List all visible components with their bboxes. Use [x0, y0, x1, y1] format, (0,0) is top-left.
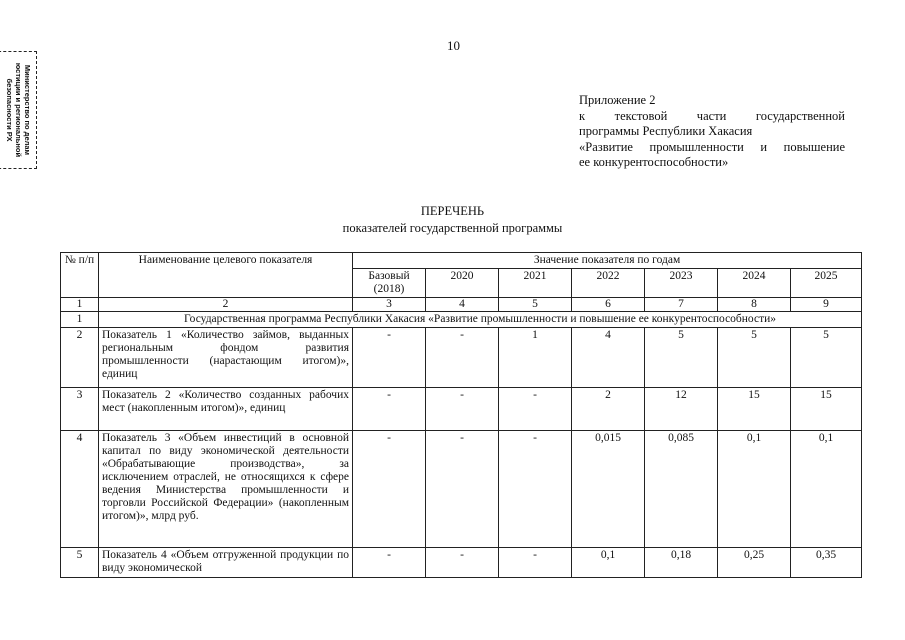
- indicator-rows: [61, 328, 862, 578]
- indicator-value: 5: [791, 328, 862, 388]
- indicator-value: 0,1: [572, 548, 645, 578]
- table-row: [61, 431, 862, 548]
- row-number: 5: [61, 548, 99, 578]
- header-year: 2024: [718, 269, 791, 298]
- header-year: 2022: [572, 269, 645, 298]
- column-number: 1: [61, 298, 99, 312]
- indicator-value: 5: [718, 328, 791, 388]
- header-year: 2021: [499, 269, 572, 298]
- column-numbers-row: [61, 298, 862, 312]
- program-title: Государственная программа Республики Хакасия «Развитие промышленности и повышение ее конкурентоспособности»: [99, 312, 862, 328]
- document-subtitle: показателей государственной программы: [342, 221, 563, 235]
- stamp-line: Министерство по делам: [23, 64, 32, 156]
- row-number: 1: [61, 312, 99, 328]
- indicator-value: 0,085: [645, 431, 718, 548]
- stamp-line: юстиции и региональной: [14, 62, 23, 158]
- appendix-line: к текстовой части государственной: [579, 108, 845, 123]
- column-number: 3: [353, 298, 426, 312]
- indicator-value: -: [353, 548, 426, 578]
- header-year: 2023: [645, 269, 718, 298]
- indicators-table: [60, 252, 862, 578]
- indicator-name: Показатель 2 «Количество созданных рабочих мест (накопленным итогом)», единиц: [99, 388, 353, 431]
- indicator-value: -: [353, 388, 426, 431]
- indicator-value: -: [499, 388, 572, 431]
- stamp-line: безопасности РХ: [5, 78, 14, 142]
- program-row: [61, 312, 862, 328]
- indicator-value: -: [499, 548, 572, 578]
- page-number: 10: [447, 38, 460, 53]
- row-number: 2: [61, 328, 99, 388]
- indicator-value: -: [426, 328, 499, 388]
- appendix-line: программы Республики Хакасия: [579, 124, 753, 138]
- column-number: 6: [572, 298, 645, 312]
- header-year: 2020: [426, 269, 499, 298]
- indicator-value: 0,1: [791, 431, 862, 548]
- column-number: 2: [99, 298, 353, 312]
- header-name: Наименование целевого показателя: [99, 253, 353, 298]
- table-row: [61, 328, 862, 388]
- indicator-value: 5: [645, 328, 718, 388]
- row-number: 3: [61, 388, 99, 431]
- indicator-value: 0,18: [645, 548, 718, 578]
- row-number: 4: [61, 431, 99, 548]
- appendix-line: ее конкурентоспособности»: [579, 155, 729, 169]
- appendix-line: Приложение 2: [579, 93, 656, 107]
- indicator-name: Показатель 4 «Объем отгруженной продукции по виду экономической: [99, 548, 353, 578]
- indicator-value: 0,35: [791, 548, 862, 578]
- table-row: [61, 548, 862, 578]
- indicator-value: 12: [645, 388, 718, 431]
- column-number: 7: [645, 298, 718, 312]
- appendix-note: [579, 93, 845, 171]
- header-values-group: Значение показателя по годам: [353, 253, 862, 269]
- indicator-name: Показатель 1 «Количество займов, выданных региональным фондом развития промышленности (нарастающим итогом)», единиц: [99, 328, 353, 388]
- indicator-name: Показатель 3 «Объем инвестиций в основной капитал по виду экономической деятельности «Обрабатывающие производства», за исключением отраслей, не относящихся к сфере ведения Министерства промышленности и торговли Российской Федерации» (накопленным итогом)», млрд руб.: [99, 431, 353, 548]
- indicator-value: -: [353, 328, 426, 388]
- document-title: ПЕРЕЧЕНЬ: [420, 204, 485, 218]
- indicator-value: -: [499, 431, 572, 548]
- header-row: [61, 253, 862, 269]
- indicator-value: 2: [572, 388, 645, 431]
- indicator-value: -: [426, 548, 499, 578]
- column-number: 8: [718, 298, 791, 312]
- column-number: 5: [499, 298, 572, 312]
- indicator-value: 1: [499, 328, 572, 388]
- column-number: 4: [426, 298, 499, 312]
- header-year: 2025: [791, 269, 862, 298]
- column-number: 9: [791, 298, 862, 312]
- indicator-value: -: [426, 388, 499, 431]
- header-num: № п/п: [61, 253, 99, 298]
- indicator-value: 0,25: [718, 548, 791, 578]
- indicator-value: 15: [718, 388, 791, 431]
- indicator-value: 0,1: [718, 431, 791, 548]
- indicator-value: -: [426, 431, 499, 548]
- indicator-value: -: [353, 431, 426, 548]
- indicator-value: 15: [791, 388, 862, 431]
- appendix-line: «Развитие промышленности и повышение: [579, 139, 845, 154]
- indicator-value: 0,015: [572, 431, 645, 548]
- ministry-stamp: [0, 51, 37, 169]
- header-year: Базовый (2018): [353, 269, 426, 298]
- indicator-value: 4: [572, 328, 645, 388]
- table-row: [61, 388, 862, 431]
